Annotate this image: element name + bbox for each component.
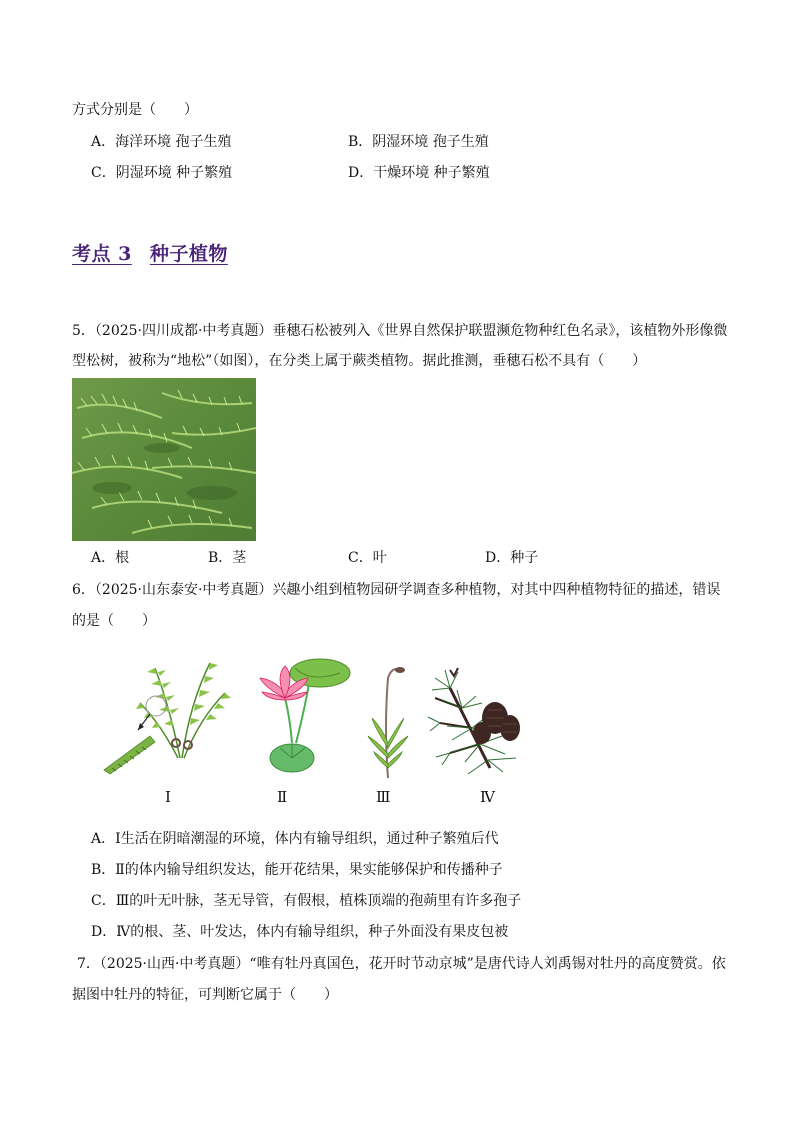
figure-label-3: Ⅲ [376, 788, 391, 806]
figure-label-4: Ⅳ [480, 788, 495, 806]
lotus-illustration [260, 659, 350, 772]
moss-illustration [368, 667, 408, 778]
club-moss-photo [72, 378, 256, 541]
q6-option-a: A．Ⅰ生活在阴暗潮湿的环境，体内有输导组织，通过种子繁殖后代 [91, 831, 499, 847]
q5-option-d: D．种子 [485, 550, 539, 566]
q6-option-b: B．Ⅱ的体内输导组织发达，能开花结果，果实能够保护和传播种子 [91, 862, 503, 878]
four-plants-figure [100, 648, 540, 808]
q5-option-b: B．茎 [208, 550, 247, 566]
q6-option-d: D．Ⅳ的根、茎、叶发达，体内有输导组织，种子外面没有果皮包被 [91, 924, 509, 940]
q5-option-a: A．根 [91, 550, 130, 566]
pine-illustration [428, 668, 520, 774]
q7-stem-line2: 据图中牡丹的特征，可判断它属于（ ） [72, 987, 338, 1003]
q4-option-c: C．阴湿环境 种子繁殖 [91, 165, 233, 181]
q6-stem-line1: 6．（2025·山东泰安·中考真题）兴趣小组到植物园研学调查多种植物，对其中四种植物特征的描述，错误 [72, 582, 721, 598]
q4-option-d: D．干燥环境 种子繁殖 [348, 165, 490, 181]
q4-option-b: B．阴湿环境 孢子生殖 [348, 134, 489, 150]
q4-option-a: A．海洋环境 孢子生殖 [91, 134, 232, 150]
figure-label-2: Ⅱ [277, 788, 288, 806]
q6-stem-line2: 的是（ ） [72, 613, 156, 629]
q5-option-c: C．叶 [348, 550, 387, 566]
q7-stem-line1: 7．（2025·山西·中考真题）“唯有牡丹真国色，花开时节动京城”是唐代诗人刘禹锡对牡丹的高度赞赏。依 [77, 956, 726, 972]
section-prefix: 考点 3 [72, 243, 132, 265]
section-title: 种子植物 [149, 243, 228, 265]
q5-stem-line1: 5．（2025·四川成都·中考真题）垂穗石松被列入《世界自然保护联盟濒危物种红色名录》，该植物外形像微 [72, 323, 728, 339]
q4-stem-tail: 方式分别是（ ） [72, 102, 198, 118]
q6-option-c: C．Ⅲ的叶无叶脉，茎无导管，有假根，植株顶端的孢蒴里有许多孢子 [91, 893, 522, 909]
figure-label-1: Ⅰ [165, 788, 171, 806]
section-heading [72, 239, 228, 266]
fern-illustration [104, 663, 231, 774]
q5-stem-line2: 型松树，被称为“地松”（如图），在分类上属于蕨类植物。据此推测，垂穗石松不具有（ ） [72, 353, 647, 369]
